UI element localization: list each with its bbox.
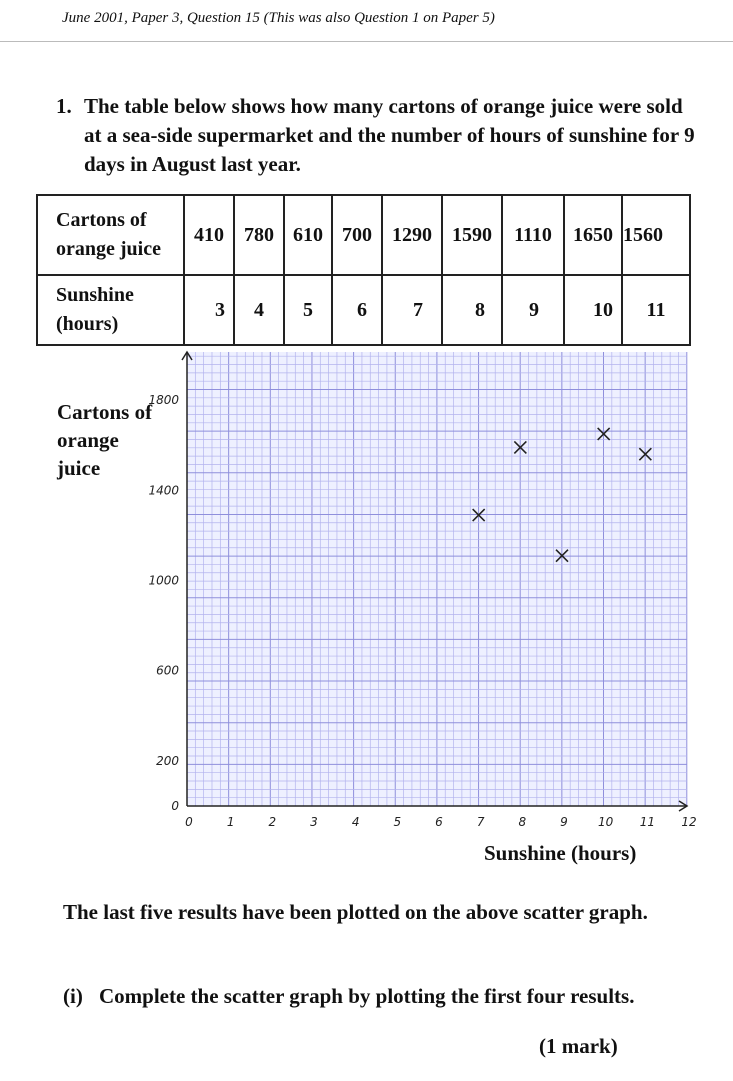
- cartons-cell: 1590: [442, 195, 502, 275]
- plotted-note: The last five results have been plotted on the above scatter graph.: [63, 900, 648, 924]
- x-tick-label: 5: [393, 815, 402, 829]
- part-i-label: (i): [63, 984, 83, 1008]
- x-tick-label: 9: [560, 815, 568, 829]
- cartons-cell: 1290: [382, 195, 442, 275]
- sunshine-cell: 4: [234, 275, 284, 345]
- sunshine-cell: 8: [442, 275, 502, 345]
- x-axis-title: Sunshine (hours): [484, 841, 637, 865]
- cartons-cell: 700: [332, 195, 382, 275]
- sunshine-cell: 5: [284, 275, 332, 345]
- sunshine-cell: 10: [564, 275, 622, 345]
- y-tick-label: 600: [156, 663, 179, 678]
- sunshine-cell: 7: [382, 275, 442, 345]
- cartons-cell: 1110: [502, 195, 564, 275]
- x-tick-label: 0: [185, 815, 193, 829]
- y-tick-label: 1400: [148, 483, 179, 498]
- y-axis-title: Cartons of orange juice: [57, 400, 153, 480]
- y-tick-label: 0: [171, 799, 179, 813]
- row-label-sunshine: Sunshine (hours): [37, 275, 184, 345]
- part-i: [63, 981, 703, 1011]
- question-text: The table below shows how many cartons of orange juice were sold at a sea-side supermarket and the number of hours of sunshine for 9 days in August last year.: [84, 94, 695, 176]
- y-tick-label: 200: [156, 753, 179, 768]
- y-tick-label: 1800: [148, 393, 179, 408]
- x-tick-label: 2: [268, 815, 277, 829]
- x-tick-label: 12: [681, 815, 697, 829]
- x-tick-label: 3: [310, 815, 318, 829]
- cartons-cell: 780: [234, 195, 284, 275]
- row-label-cartons: Cartons of orange juice: [37, 195, 184, 275]
- x-tick-label: 8: [518, 815, 527, 829]
- x-tick-label: 10: [598, 815, 614, 829]
- sunshine-cell: 11: [622, 275, 690, 345]
- sunshine-cell: 3: [184, 275, 234, 345]
- x-tick-label: 1: [226, 815, 235, 829]
- cartons-cell: 1650: [564, 195, 622, 275]
- y-tick-label: 1000: [148, 573, 179, 588]
- part-i-text: Complete the scatter graph by plotting the first four results.: [99, 984, 635, 1008]
- cartons-cell: 410: [184, 195, 234, 275]
- cartons-cell: 610: [284, 195, 332, 275]
- question-number: 1.: [56, 94, 72, 118]
- sunshine-cell: 9: [502, 275, 564, 345]
- marks-label: (1 mark): [539, 1034, 618, 1058]
- x-tick-label: 6: [435, 815, 443, 829]
- cartons-cell: 1560: [622, 195, 690, 275]
- x-tick-label: 4: [351, 815, 360, 829]
- source-header: June 2001, Paper 3, Question 15 (This was also Question 1 on Paper 5): [62, 10, 495, 26]
- grid-lines: [187, 352, 687, 806]
- sunshine-cell: 6: [332, 275, 382, 345]
- x-tick-label: 11: [639, 815, 655, 829]
- x-tick-label: 7: [476, 815, 485, 829]
